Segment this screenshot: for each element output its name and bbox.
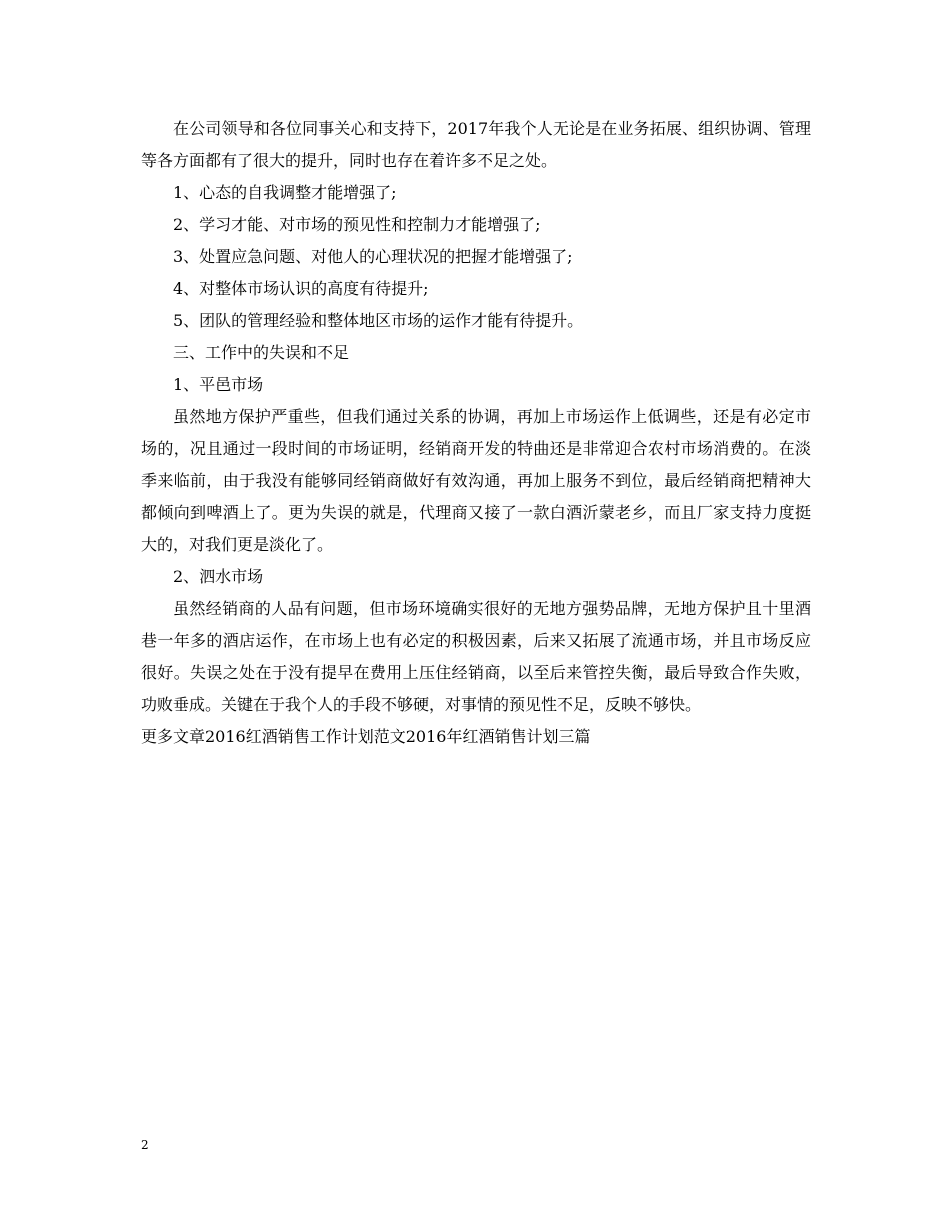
subheading-pingyi: 1、平邑市场 — [173, 375, 264, 394]
document-body — [141, 113, 811, 753]
list-item-5: 5、团队的管理经验和整体地区市场的运作才能有待提升。 — [173, 311, 584, 330]
list-item-2: 2、学习才能、对市场的预见性和控制力才能增强了; — [173, 215, 541, 234]
section-heading: 三、工作中的失误和不足 — [173, 343, 350, 362]
list-item-4: 4、对整体市场认识的高度有待提升; — [173, 279, 429, 298]
list-item-1: 1、心态的自我调整才能增强了; — [173, 183, 397, 202]
page-number: 2 — [141, 1138, 149, 1152]
paragraph-intro: 在公司领导和各位同事关心和支持下，2017年我个人无论是在业务拓展、组织协调、管理等各方面都有了很大的提升，同时也存在着许多不足之处。 — [141, 119, 811, 170]
paragraph-pingyi: 虽然地方保护严重些，但我们通过关系的协调，再加上市场运作上低调些，还是有必定市场的，况且通过一段时间的市场证明，经销商开发的特曲还是非常迎合农村市场消费的。在淡季来临前，由于我没有能够同经销商做好有效沟通，再加上服务不到位，最后经销商把精神大都倾向到啤酒上了。更为失误的就是，代理商又接了一款白酒沂蒙老乡，而且厂家支持力度挺大的，对我们更是淡化了。 — [141, 407, 811, 554]
subheading-sishui: 2、泗水市场 — [173, 567, 264, 586]
more-articles-link[interactable]: 更多文章2016红酒销售工作计划范文2016年红酒销售计划三篇 — [141, 727, 591, 746]
list-item-3: 3、处置应急问题、对他人的心理状况的把握才能增强了; — [173, 247, 573, 266]
paragraph-sishui: 虽然经销商的人品有问题，但市场环境确实很好的无地方强势品牌，无地方保护且十里酒巷一年多的酒店运作，在市场上也有必定的积极因素，后来又拓展了流通市场，并且市场反应很好。失误之处在于没有提早在费用上压住经销商，以至后来管控失衡，最后导致合作失败，功败垂成。关键在于我个人的手段不够硬，对事情的预见性不足，反映不够快。 — [141, 599, 811, 714]
